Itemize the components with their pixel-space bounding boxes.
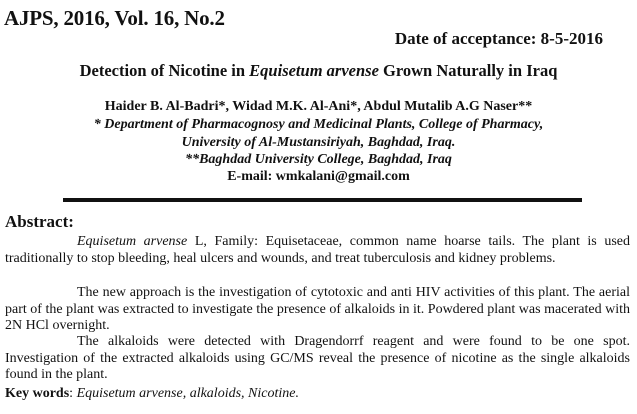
keywords-line [5, 386, 299, 402]
abstract-heading: Abstract: [5, 212, 74, 231]
abstract-p3-text: The alkaloids were detected with Dragendorrf reagent and were found to be one spot. Investigation of the extracted alkaloids using GC/MS reveal the presence of nicotine as the single alkaloids found in the plant. [5, 334, 630, 382]
abstract-paragraph-2 [5, 285, 630, 335]
abstract-paragraph-3 [5, 334, 630, 384]
abstract-paragraph-1 [5, 234, 630, 267]
contact-email: E-mail: wmkalani@gmail.com [227, 169, 410, 184]
header-divider [63, 198, 582, 202]
keywords-separator: : [69, 386, 77, 401]
abstract-p2-text: The new approach is the investigation of cytotoxic and anti HIV activities of this plant. The aerial part of the plant was extracted to investigate the presence of alkaloids in it. Powdered plant was macerated with 2N HCl overnight. [5, 285, 630, 333]
journal-citation: AJPS, 2016, Vol. 16, No.2 [4, 6, 225, 30]
abstract-p1-text: L, Family: Equisetaceae, common name hoarse tails. The plant is used traditionally to stop bleeding, heal ulcers and wounds, and treat tuberculosis and kidney problems. [5, 234, 630, 266]
keywords-list: Equisetum arvense, alkaloids, Nicotine. [76, 386, 299, 401]
author-list: Haider B. Al-Badri*, Widad M.K. Al-Ani*, Abdul Mutalib A.G Naser** [104, 99, 533, 114]
title-species: Equisetum arvense [249, 61, 379, 80]
title-suffix: Grown Naturally in Iraq [378, 61, 558, 80]
keywords-label: Key words [5, 386, 70, 401]
affiliation-line-1: * Department of Pharmacognosy and Medicinal Plants, College of Pharmacy, [93, 117, 544, 132]
title-prefix: Detection of Nicotine in [79, 61, 250, 80]
paper-title [0, 61, 637, 81]
acceptance-date: Date of acceptance: 8-5-2016 [394, 29, 603, 48]
affiliation-line-3: **Baghdad University College, Baghdad, Iraq [185, 152, 452, 167]
abstract-species: Equisetum arvense [77, 234, 188, 249]
affiliation-line-2: University of Al-Mustansiriyah, Baghdad, Iraq. [181, 135, 456, 150]
